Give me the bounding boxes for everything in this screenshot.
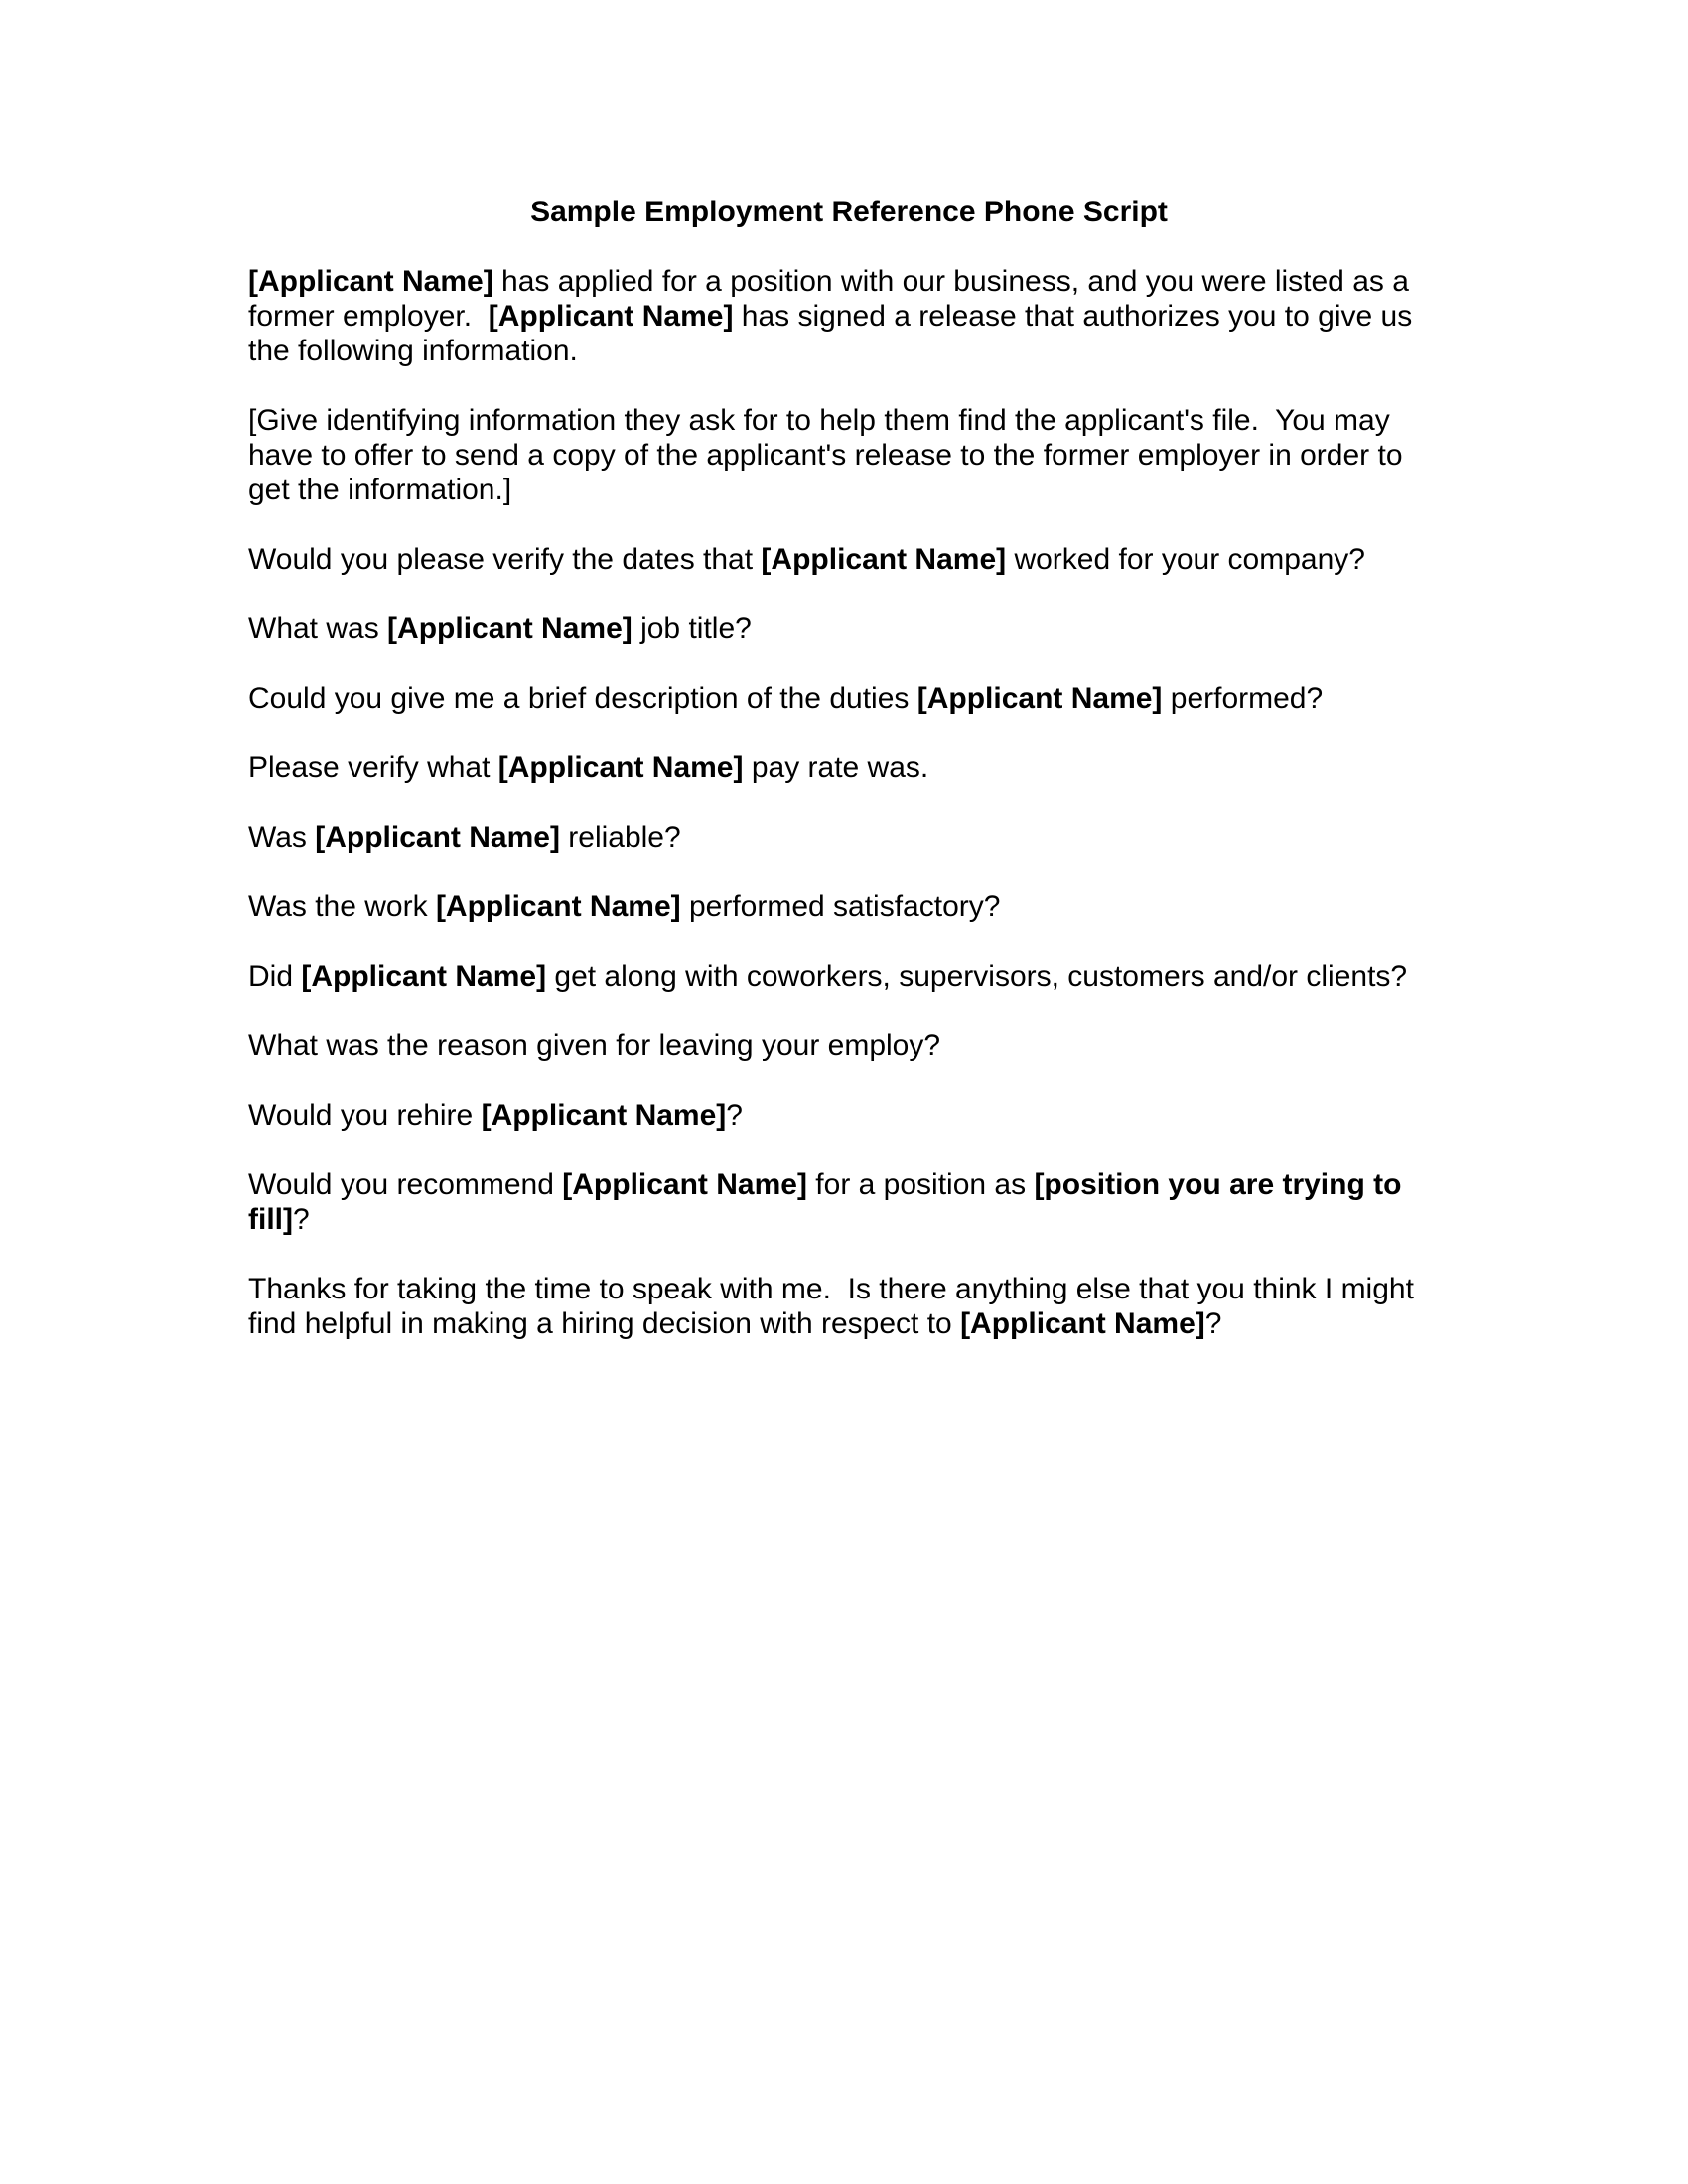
question-text: Would you please verify the dates that — [248, 543, 762, 576]
question-dates — [248, 542, 1450, 577]
applicant-name-placeholder: [Applicant Name] — [562, 1168, 807, 1201]
question-text: Was the work — [248, 890, 436, 923]
question-text: Please verify what — [248, 751, 498, 784]
applicant-name-placeholder: [Applicant Name] — [387, 613, 633, 645]
document-title: Sample Employment Reference Phone Script — [530, 196, 1168, 228]
question-reason-leaving: What was the reason given for leaving your employ? — [248, 1029, 941, 1062]
question-text: performed satisfactory? — [680, 890, 1001, 923]
applicant-name-placeholder: [Applicant Name] — [481, 1099, 727, 1132]
intro-text-a: has applied for a position with our business, and you were listed as a former employer. — [248, 265, 1418, 333]
instruction-paragraph: [Give identifying information they ask for to help them find the applicant's file. You may have to offer to send a copy of the applicant's release to the former employer in order to get the information.] — [248, 404, 1411, 506]
question-text: What was — [248, 613, 388, 645]
applicant-name-placeholder: [Applicant Name] — [497, 751, 744, 784]
question-text: for a position as — [806, 1168, 1035, 1201]
question-text: worked for your company? — [1006, 543, 1365, 576]
applicant-name-placeholder: [Applicant Name] — [488, 300, 734, 333]
applicant-name-placeholder: [Applicant Name] — [248, 265, 493, 298]
question-text: reliable? — [559, 821, 681, 854]
intro-text-b: has signed a release that authorizes you to give us the following information. — [248, 300, 1413, 367]
question-work-satisfactory — [248, 889, 1450, 924]
question-job-title — [248, 612, 1450, 646]
question-text: Could you give me a brief description of the duties — [248, 682, 917, 715]
question-text: ? — [726, 1099, 743, 1132]
question-text: pay rate was. — [743, 751, 929, 784]
question-get-along — [248, 959, 1450, 994]
position-placeholder: [position you are trying to fill] — [248, 1168, 1402, 1236]
applicant-name-placeholder: [Applicant Name] — [761, 543, 1007, 576]
question-text: Did — [248, 960, 302, 993]
question-recommend — [248, 1167, 1450, 1237]
question-text: get along with coworkers, supervisors, customers and/or clients? — [546, 960, 1408, 993]
applicant-name-placeholder: [Applicant Name] — [960, 1307, 1205, 1340]
question-rehire — [248, 1098, 1450, 1133]
document-page — [248, 195, 1450, 1376]
applicant-name-placeholder: [Applicant Name] — [916, 682, 1163, 715]
question-duties — [248, 681, 1450, 716]
applicant-name-placeholder: [Applicant Name] — [435, 890, 681, 923]
question-text: performed? — [1162, 682, 1324, 715]
question-text: Was — [248, 821, 316, 854]
question-text: ? — [293, 1203, 310, 1236]
closing-text: ? — [1204, 1307, 1222, 1340]
closing-text: Thanks for taking the time to speak with me. Is there anything else that you think I might find helpful in making a hiring decision with respect to — [248, 1273, 1423, 1340]
question-text: Would you rehire — [248, 1099, 482, 1132]
question-text: Would you recommend — [248, 1168, 563, 1201]
applicant-name-placeholder: [Applicant Name] — [315, 821, 560, 854]
question-reliable — [248, 820, 1450, 855]
question-text: job title? — [632, 613, 752, 645]
applicant-name-placeholder: [Applicant Name] — [301, 960, 547, 993]
question-pay-rate — [248, 751, 1450, 785]
closing-paragraph — [248, 1272, 1450, 1341]
intro-paragraph — [248, 264, 1450, 368]
